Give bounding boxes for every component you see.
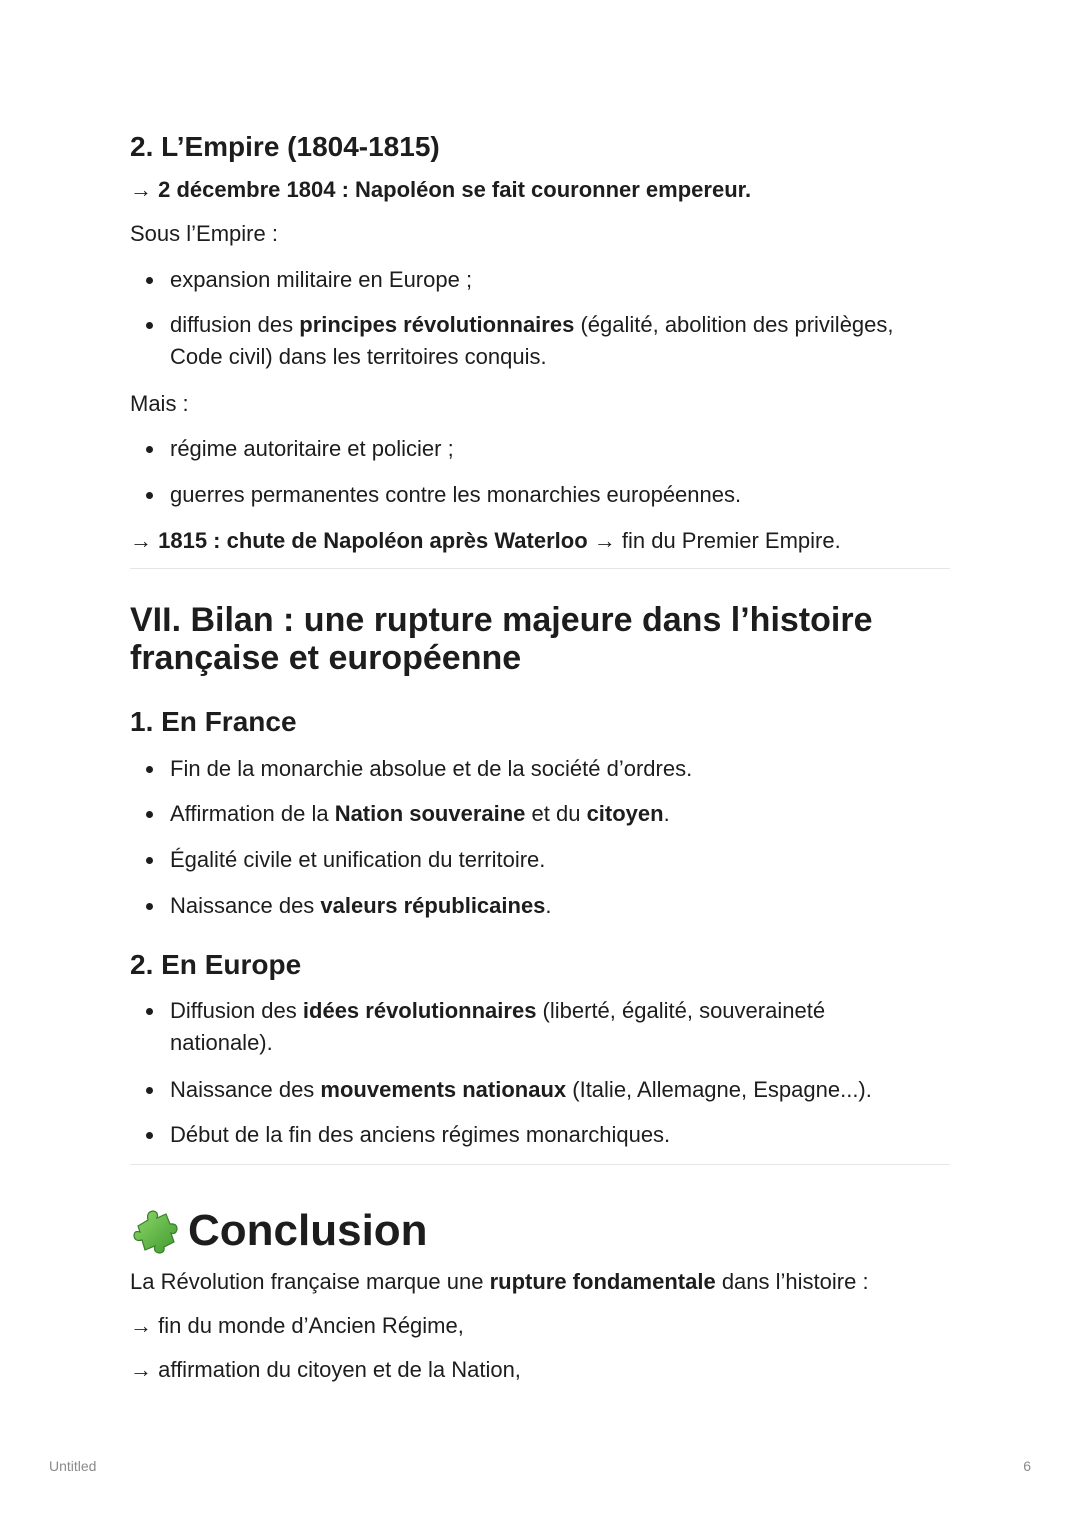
conclusion-heading — [130, 1205, 950, 1257]
list-item: Égalité civile et unification du territoire. — [170, 844, 950, 876]
list-item: expansion militaire en Europe ; — [170, 264, 950, 296]
coronation-line: → 2 décembre 1804 : Napoléon se fait couronner empereur. — [130, 177, 752, 202]
europe-heading: 2. En Europe — [130, 949, 302, 980]
footer-title: Untitled — [49, 1458, 97, 1474]
list-item: diffusion des principes révolutionnaires (égalité, abolition des privilèges, Code civil) dans les territoires conquis. — [170, 309, 950, 373]
list-item: Affirmation de la Nation souveraine et du citoyen. — [170, 798, 950, 830]
but-label: Mais : — [130, 391, 189, 416]
list-item: régime autoritaire et policier ; — [170, 433, 950, 465]
conclusion-line: → fin du monde d’Ancien Régime, — [130, 1313, 464, 1338]
empire-heading: 2. L’Empire (1804-1815) — [130, 131, 440, 162]
page-number: 6 — [1023, 1458, 1031, 1474]
divider — [130, 1164, 950, 1165]
conclusion-intro: La Révolution française marque une rupture fondamentale dans l’histoire : — [130, 1269, 869, 1294]
bilan-heading: VII. Bilan : une rupture majeure dans l’histoire française et européenne — [130, 601, 873, 677]
list-item: guerres permanentes contre les monarchies européennes. — [170, 479, 950, 511]
puzzle-piece-icon — [130, 1206, 180, 1256]
list-item: Début de la fin des anciens régimes monarchiques. — [170, 1119, 950, 1151]
conclusion-title: Conclusion — [188, 1206, 428, 1255]
empire-intro: Sous l’Empire : — [130, 221, 278, 246]
france-heading: 1. En France — [130, 706, 297, 737]
divider — [130, 568, 950, 569]
empire-end-line: → 1815 : chute de Napoléon après Waterloo → fin du Premier Empire. — [130, 528, 841, 553]
list-item: Naissance des mouvements nationaux (Italie, Allemagne, Espagne...). — [170, 1074, 950, 1106]
list-item: Diffusion des idées révolutionnaires (liberté, égalité, souveraineté nationale). — [170, 995, 870, 1059]
list-item: Naissance des valeurs républicaines. — [170, 890, 950, 922]
list-item: Fin de la monarchie absolue et de la société d’ordres. — [170, 753, 950, 785]
conclusion-line: → affirmation du citoyen et de la Nation, — [130, 1357, 521, 1382]
